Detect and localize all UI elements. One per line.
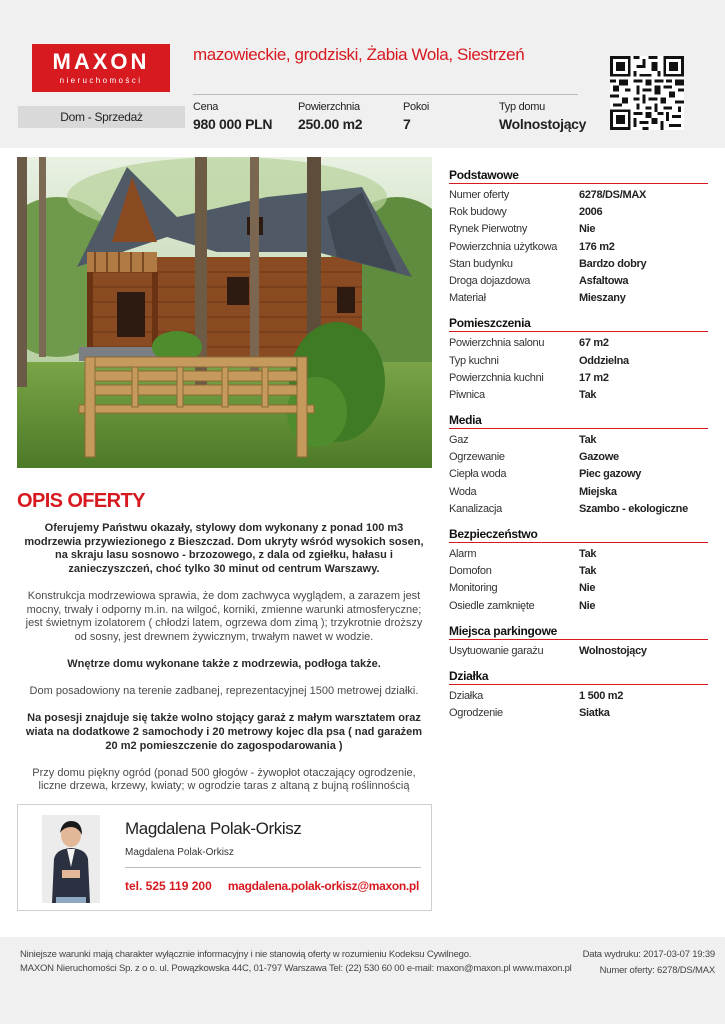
detail-row [449, 204, 708, 221]
detail-value: Tak [579, 565, 597, 578]
detail-value: 6278/DS/MAX [579, 189, 647, 201]
section-title: Działka [449, 669, 708, 685]
detail-value: Tak [579, 388, 597, 401]
section-plot [449, 669, 708, 722]
maxon-logo[interactable] [32, 44, 170, 92]
detail-value: 2006 [579, 206, 603, 219]
detail-value: Asfaltowa [579, 274, 629, 287]
detail-row [449, 187, 708, 204]
detail-key: Powierzchnia użytkowa [449, 240, 558, 253]
detail-key: Alarm [449, 548, 477, 560]
logo-sub-text: nieruchomości [59, 76, 143, 85]
offer-type-badge: Dom - Sprzedaż [18, 106, 185, 128]
detail-row [449, 598, 708, 615]
detail-row [449, 273, 708, 290]
detail-key: Osiedle zamknięte [449, 599, 535, 612]
footer-company-info: MAXON Nieruchomości Sp. z o o. ul. Powązkowska 44C, 01-797 Warszawa Tel: (22) 530 60 00 e-mail: maxon@maxon.pl www.maxon.pl [20, 963, 572, 974]
detail-value: Tak [579, 434, 597, 447]
detail-row [449, 290, 708, 307]
detail-value: Gazowe [579, 451, 619, 464]
stat-rooms [403, 101, 429, 132]
detail-key: Piwnica [449, 388, 485, 401]
detail-row [449, 335, 708, 352]
detail-key: Rok budowy [449, 206, 507, 219]
detail-row [449, 387, 708, 404]
section-title: Miejsca parkingowe [449, 624, 708, 640]
detail-row [449, 466, 708, 483]
detail-value: Mieszany [579, 292, 626, 305]
description-paragraph: Wnętrze domu wykonane także z modrzewia, podłoga także. [67, 657, 381, 670]
property-photo[interactable] [17, 157, 432, 468]
detail-key: Typ kuchni [449, 354, 499, 367]
detail-row [449, 449, 708, 466]
detail-key: Woda [449, 485, 477, 498]
description-paragraph: Przy domu piękny ogród (ponad 500 głogów - żywopłot otaczający ogrodzenie, liczne drzewa, krzewy, kwiaty; w ogrodzie taras z altaną z bujną roślinnością [32, 766, 416, 793]
details-panel [449, 168, 708, 731]
detail-row [449, 432, 708, 449]
agent-photo [42, 815, 100, 903]
detail-row [449, 563, 708, 580]
description-body [22, 522, 426, 807]
stat-area [298, 101, 362, 132]
detail-row [449, 484, 708, 501]
detail-row [449, 546, 708, 563]
qr-code-icon[interactable] [610, 56, 684, 130]
detail-value: Bardzo dobry [579, 257, 647, 270]
agent-card [17, 804, 432, 911]
detail-key: Powierzchnia salonu [449, 337, 545, 350]
detail-key: Kanalizacja [449, 502, 502, 515]
detail-row [449, 580, 708, 597]
detail-key: Działka [449, 689, 483, 702]
detail-key: Ogrzewanie [449, 451, 505, 464]
detail-row [449, 370, 708, 387]
detail-value: Oddzielna [579, 354, 629, 367]
detail-value: 17 m2 [579, 371, 609, 384]
description-title: OPIS OFERTY [17, 490, 145, 512]
section-title: Pomieszczenia [449, 316, 708, 332]
property-location: mazowieckie, grodziski, Żabia Wola, Siestrzeń [193, 45, 525, 64]
stat-house-type-label: Typ domu [499, 101, 545, 113]
detail-value: Tak [579, 548, 597, 560]
section-security [449, 527, 708, 615]
stat-rooms-label: Pokoi [403, 101, 430, 113]
section-title: Bezpieczeństwo [449, 527, 708, 543]
header-divider [193, 94, 578, 95]
detail-value: 176 m2 [579, 240, 615, 253]
detail-row [449, 688, 708, 705]
detail-key: Ciepła woda [449, 468, 507, 481]
stat-price [193, 101, 272, 132]
detail-key: Materiał [449, 292, 486, 305]
detail-key: Usytuowanie garażu [449, 644, 544, 657]
footer [0, 937, 725, 1024]
stat-area-value: 250.00 m2 [298, 116, 363, 132]
detail-key: Gaz [449, 434, 469, 447]
stat-house-type-value: Wolnostojący [499, 116, 587, 132]
section-title: Media [449, 413, 708, 429]
footer-offer-number: Numer oferty: 6278/DS/MAX [599, 965, 715, 976]
detail-key: Stan budynku [449, 257, 513, 270]
logo-brand-text: MAXON [52, 49, 150, 74]
detail-value: Piec gazowy [579, 468, 642, 481]
footer-print-date: Data wydruku: 2017-03-07 19:39 [582, 949, 715, 960]
detail-value: 67 m2 [579, 337, 609, 350]
stat-house-type [499, 101, 586, 132]
detail-value: Siatka [579, 707, 610, 720]
stat-price-label: Cena [193, 101, 219, 113]
detail-row [449, 501, 708, 518]
agent-phone-link[interactable]: tel. 525 119 200 [125, 879, 212, 893]
description-paragraph: Oferujemy Państwu okazały, stylowy dom wykonany z ponad 100 m3 modrzewia przywiezionego z Bieszczad. Dom ukryty wśród wysokich sosen, na skraju lasu sosnowo - brzozowego, z dala od zgiełku, hałasu i zanieczyszczeń, choć tylko 30 minut od centrum Warszawy. [24, 522, 424, 575]
footer-disclaimer: Niniejsze warunki mają charakter wyłącznie informacyjny i nie stanowią oferty w rozumieniu Kodeksu Cywilnego. [20, 949, 472, 960]
section-title: Podstawowe [449, 168, 708, 184]
detail-key: Powierzchnia kuchni [449, 371, 544, 384]
detail-value: 1 500 m2 [579, 689, 624, 702]
detail-row [449, 221, 708, 238]
stat-price-value: 980 000 PLN [193, 116, 273, 132]
description-paragraph: Konstrukcja modrzewiowa sprawia, że dom zachwyca wyglądem, a zarazem jest mocny, trwały i odporny m.in. na wilgoć, korniki, zmienne warunki atmosferyczne; jest świetnym izolatorem ( chłodzi latem, ogrzewa dom zimą ); trzykrotnie droższy od sosny, jest drewnem żywicznym, trwałym nawet w wodzie. [25, 589, 423, 643]
agent-name: Magdalena Polak-Orkisz [125, 819, 302, 838]
agent-divider [125, 867, 421, 868]
detail-value: Nie [579, 223, 596, 236]
detail-key: Numer oferty [449, 189, 509, 201]
detail-value: Nie [579, 582, 596, 595]
detail-value: Miejska [579, 485, 617, 498]
agent-email-link[interactable]: magdalena.polak-orkisz@maxon.pl [227, 879, 419, 893]
agent-subtitle: Magdalena Polak-Orkisz [125, 847, 234, 858]
detail-key: Domofon [449, 565, 492, 578]
detail-row [449, 643, 708, 660]
detail-row [449, 239, 708, 256]
detail-value: Wolnostojący [579, 644, 647, 657]
detail-value: Nie [579, 599, 596, 612]
detail-row [449, 256, 708, 273]
stat-rooms-value: 7 [403, 116, 411, 132]
detail-row [449, 705, 708, 722]
detail-value: Szambo - ekologiczne [579, 502, 688, 515]
stat-area-label: Powierzchnia [298, 101, 360, 113]
detail-key: Droga dojazdowa [449, 274, 531, 287]
header-band [0, 0, 725, 148]
section-rooms [449, 316, 708, 404]
detail-row [449, 353, 708, 370]
description-paragraph: Na posesji znajduje się także wolno stojący garaż z małym warsztatem oraz wiata na dodatkowe 2 samochody i 20 metrowy kojec dla psa ( nad garażem 20 m2 pomieszczenie do zagospodarowania ) [25, 712, 423, 752]
detail-key: Rynek Pierwotny [449, 223, 528, 236]
description-paragraph: Dom posadowiony na terenie zadbanej, reprezentacyjnej 1500 metrowej działki. [29, 685, 419, 698]
section-basic [449, 168, 708, 307]
section-media [449, 413, 708, 518]
detail-key: Monitoring [449, 582, 498, 595]
section-parking [449, 624, 708, 660]
detail-key: Ogrodzenie [449, 707, 503, 720]
